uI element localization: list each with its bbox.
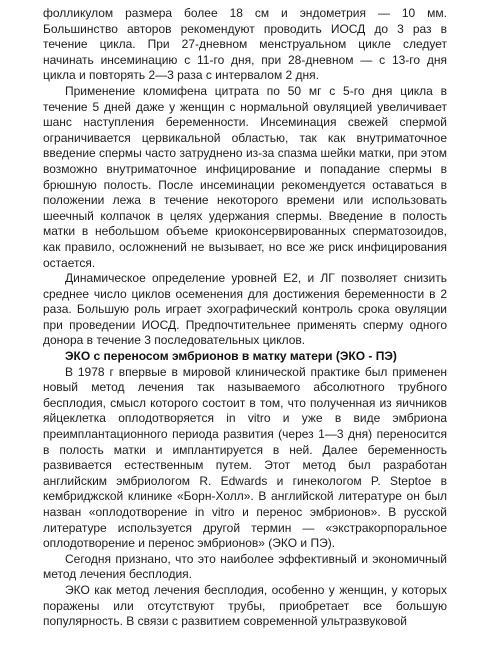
paragraph-history: В 1978 г впервые в мировой клинической практике был применен новый метод лечения так называемого абсолютного трубного бесплодия, смысл которого состоит в том, что полученная из яичников яйцеклетка оплодотворяется in vitro и уже в виде эмбриона преимплантационного периода развития (через 1—3 дня) переносится в полость матки и имплантируется в ней. Далее беременность развивается естественным путем. Этот метод был разработан английским эмбриологом R. Edwards и гинекологом P. Steptoe в кембриджской клинике «Борн-Холл». В английской литературе он был назван «оплодотворение in vitro и перенос эмбрионов». В русской литературе используется другой термин — «экстракорпоральное оплодотворение и перенос эмбрионов» (ЭКО и ПЭ). (43, 364, 447, 551)
paragraph-continuation: фолликулом размера более 18 см и эндометрия — 10 мм. Большинство авторов рекомендуют проводить ИОСД до 3 раз в течение цикла. При 27-дневном менструальном цикле следует начинать инсеминацию с 11-го дня, при 28-дневном — с 13-го дня цикла и повторять 2—3 раза с интервалом 2 дня. (43, 6, 447, 83)
paragraph-effectiveness: Сегодня признано, что это наиболее эффективный и экономичный метод лечения бесплодия. (43, 551, 447, 582)
section-heading: ЭКО с переносом эмбрионов в матку матери (ЭКО - ПЭ) (65, 349, 397, 364)
book-page (43, 6, 447, 630)
paragraph-clomiphene: Применение кломифена цитрата по 50 мг с 5-го дня цикла в течение 5 дней даже у женщин с нормальной овуляцией увеличивает шанс наступления беременности. Инсеминация свежей спермой ограничивается цервикальной областью, так как внутриматочное введение спермы часто затруднено из-за спазма шейки матки, при этом возможно внутриматочное инфицирование и попадание спермы в брюшную полость. После инсеминации рекомендуется оставаться в положении лежа в течение некоторого времени или использовать шеечный колпачок в целях удержания спермы. Введение в полость матки в небольшом объеме криоконсервированных сперматозоидов, как правило, осложнений не вызывает, но все же риск инфицирования остается. (43, 83, 447, 270)
paragraph-popularity: ЭКО как метод лечения бесплодия, особенно у женщин, у которых поражены или отсутствуют трубы, приобретает все большую популярность. В связи с развитием современной ультразвуковой (43, 582, 447, 629)
paragraph-hormone-monitoring: Динамическое определение уровней Е2, и ЛГ позволяет снизить среднее число циклов осеменения для достижения беременности в 2 раза. Большую роль играет эхографический контроль срока овуляции при проведении ИОСД. Предпочтительнее применять сперму одного донора в течение 3 последовательных циклов. (43, 271, 447, 348)
